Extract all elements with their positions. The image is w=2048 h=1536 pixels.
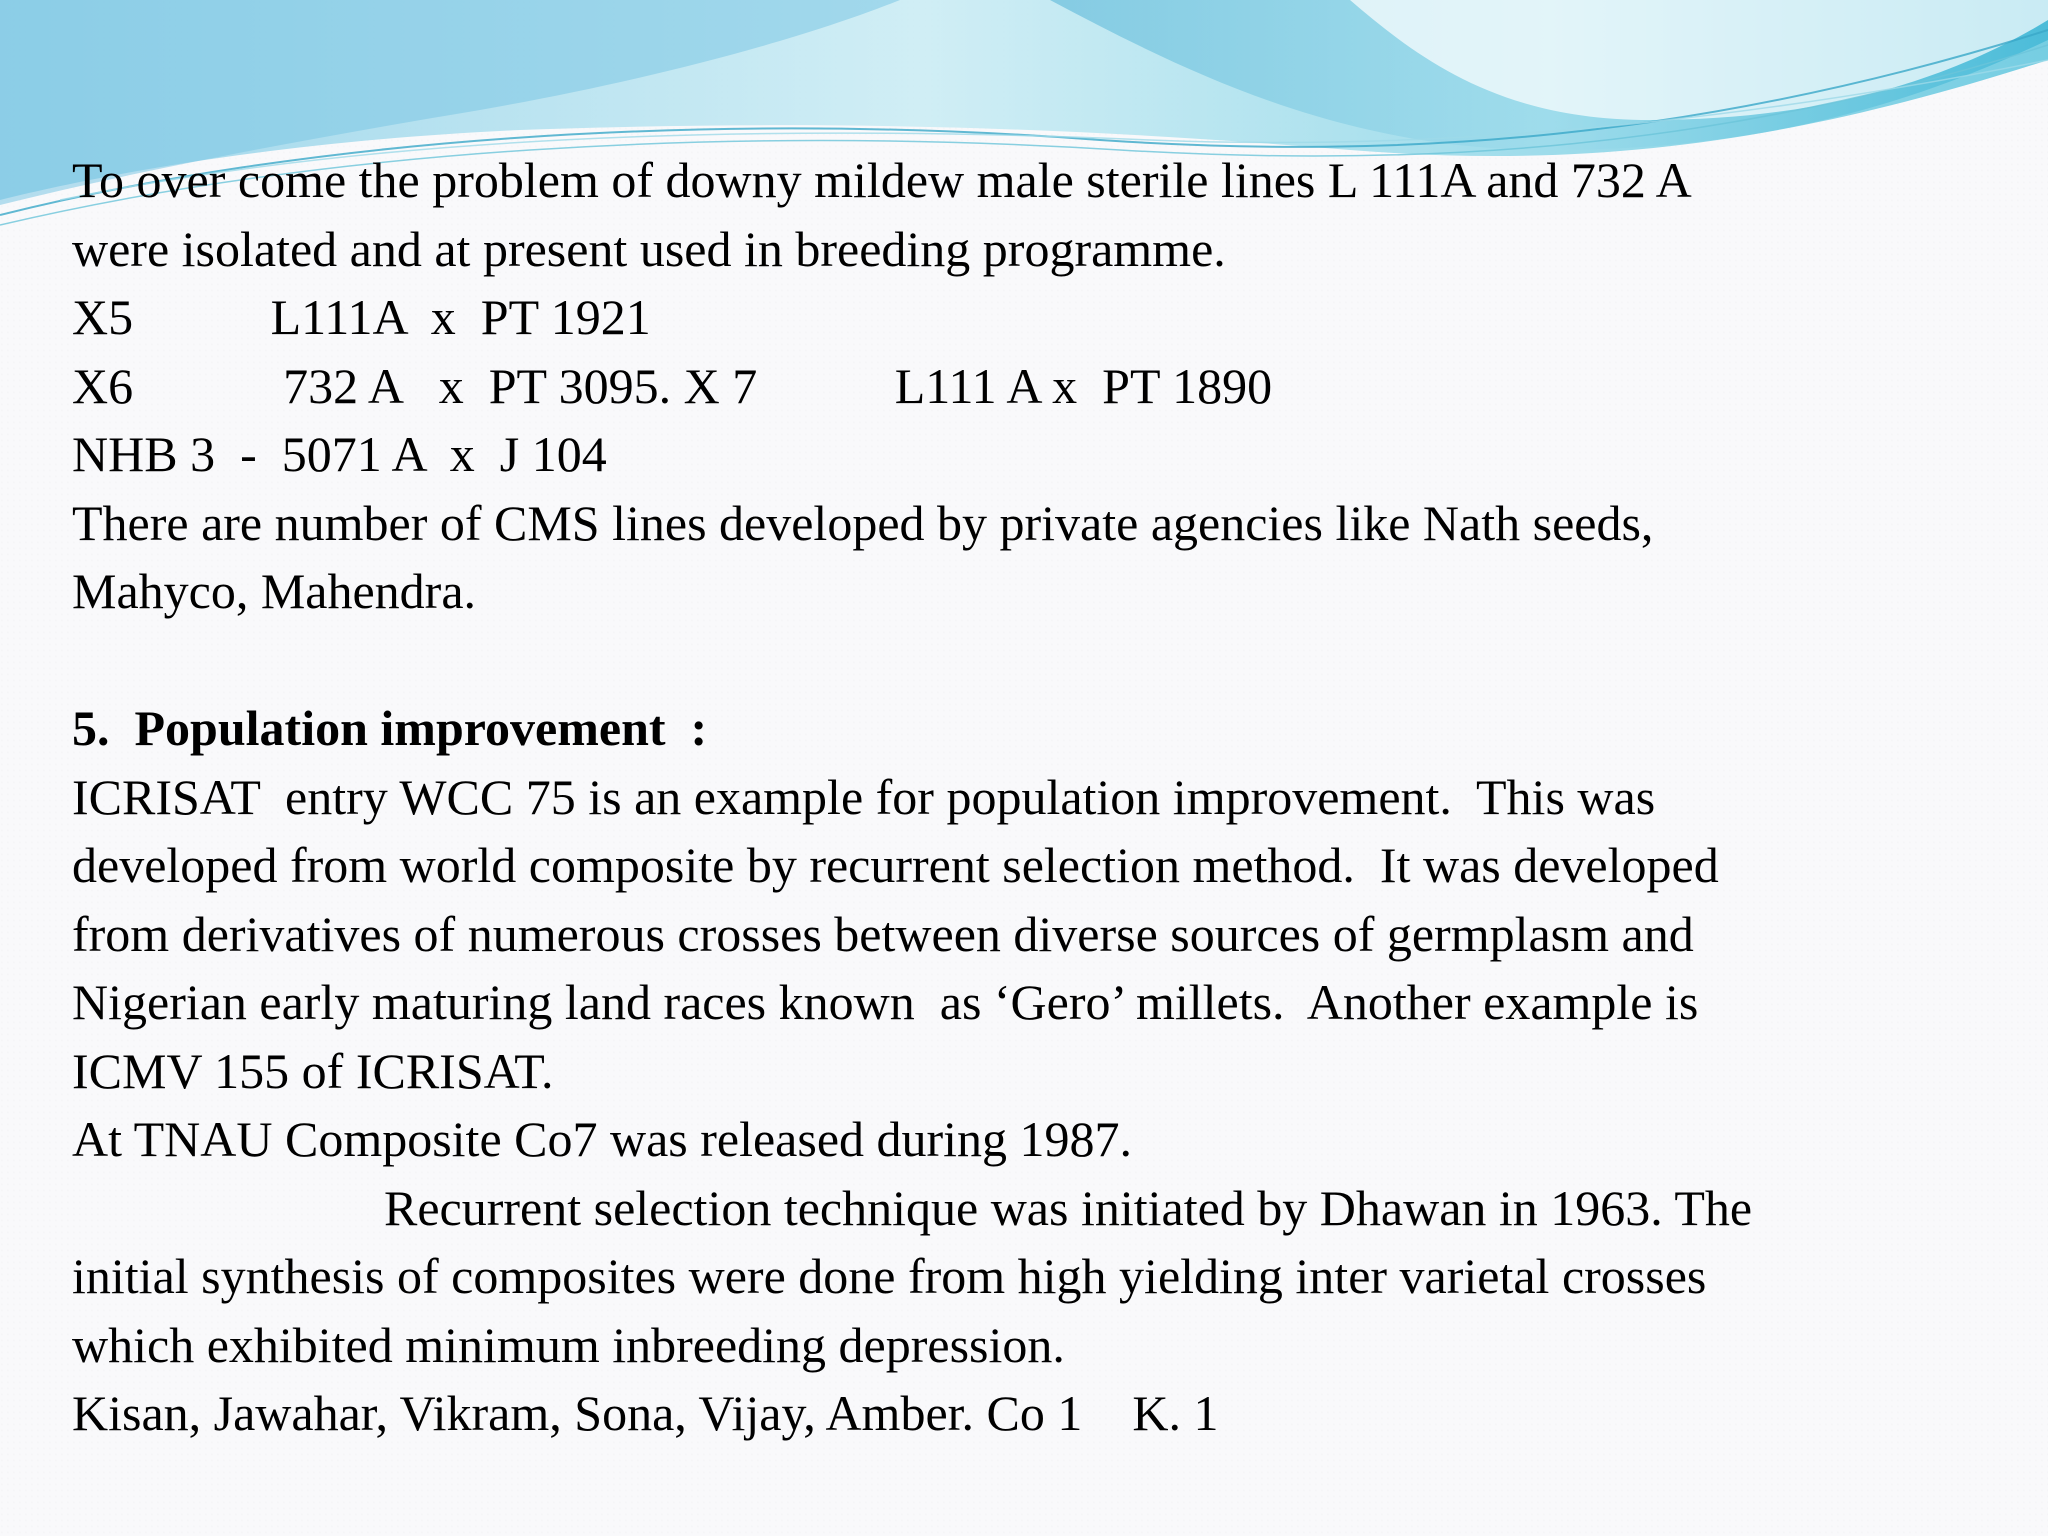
variety-list: Kisan, Jawahar, Vikram, Sona, Vijay, Amber. Co 1 K. 1 <box>72 1385 1219 1441</box>
slide-body <box>72 146 2012 1448</box>
hybrid-line-x5: X5 L111A x PT 1921 <box>72 289 651 345</box>
hybrid-line-nhb3: NHB 3 - 5071 A x J 104 <box>72 426 607 482</box>
body-line: ICRISAT entry WCC 75 is an example for population improvement. This was <box>72 768 1656 825</box>
body-line: which exhibited minimum inbreeding depression. <box>72 1316 1065 1373</box>
body-line: ICMV 155 of ICRISAT. <box>72 1042 554 1099</box>
hybrid-line-x6-x7: X6 732 A x PT 3095. X 7 L111 A x PT 1890 <box>72 357 1273 414</box>
body-line: To over come the problem of downy mildew male sterile lines L 111A and 732 A <box>72 152 1692 208</box>
body-line: from derivatives of numerous crosses between diverse sources of germplasm and <box>72 905 1694 962</box>
section-heading: 5. Population improvement : <box>72 700 708 756</box>
body-line: Mahyco, Mahendra. <box>72 563 477 619</box>
body-line: There are number of CMS lines developed by private agencies like Nath seeds, <box>72 494 1654 551</box>
spacer <box>72 626 2012 695</box>
body-line: were isolated and at present used in breeding programme. <box>72 220 1226 277</box>
body-line: initial synthesis of composites were done from high yielding inter varietal crosses <box>72 1248 1707 1304</box>
body-line: developed from world composite by recurrent selection method. It was developed <box>72 837 1719 893</box>
body-line: Nigerian early maturing land races known as ‘Gero’ millets. Another example is <box>72 974 1699 1030</box>
body-line: At TNAU Composite Co7 was released during 1987. <box>72 1111 1133 1167</box>
indented-paragraph-start: Recurrent selection technique was initiated by Dhawan in 1963. The <box>384 1179 1753 1236</box>
